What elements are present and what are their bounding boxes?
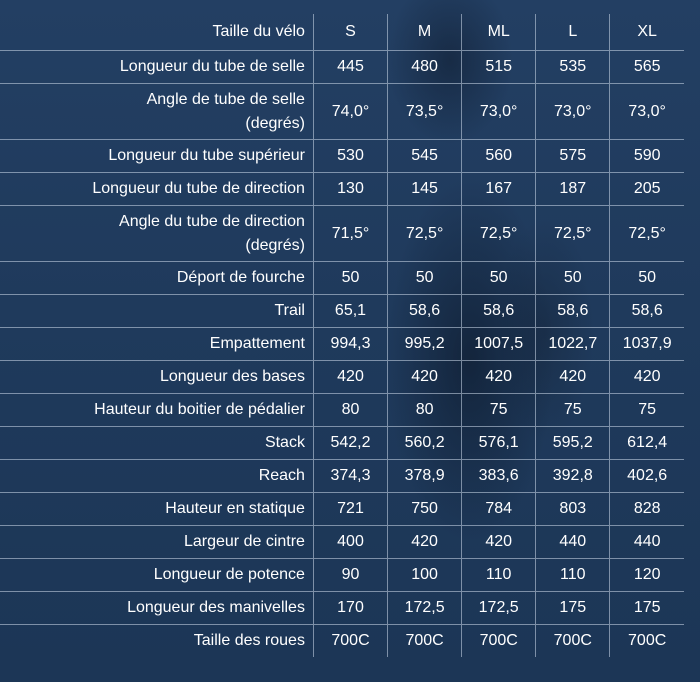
cell-value: 72,5° [610, 206, 684, 262]
cell-value: 994,3 [313, 328, 387, 361]
header-label: Taille du vélo [0, 14, 313, 51]
row-label [0, 625, 313, 658]
cell-value: 440 [536, 526, 610, 559]
geometry-table [0, 14, 684, 657]
cell-value: 75 [610, 394, 684, 427]
cell-value: 595,2 [536, 427, 610, 460]
cell-value: 50 [313, 262, 387, 295]
cell-value: 130 [313, 173, 387, 206]
cell-value: 72,5° [462, 206, 536, 262]
row-label-line: Hauteur en statique [165, 500, 305, 517]
table-row [0, 526, 684, 559]
cell-value: 542,2 [313, 427, 387, 460]
cell-value: 172,5 [462, 592, 536, 625]
row-label [0, 361, 313, 394]
cell-value: 50 [462, 262, 536, 295]
cell-value: 1022,7 [536, 328, 610, 361]
cell-value: 100 [388, 559, 462, 592]
cell-value: 400 [313, 526, 387, 559]
row-label-line: Angle du tube de direction [119, 212, 305, 230]
row-label [0, 427, 313, 460]
cell-value: 175 [610, 592, 684, 625]
cell-value: 515 [462, 51, 536, 84]
cell-value: 420 [388, 361, 462, 394]
cell-value: 420 [313, 361, 387, 394]
row-label-line: (degrés) [245, 114, 305, 132]
cell-value: 440 [610, 526, 684, 559]
cell-value: 110 [462, 559, 536, 592]
cell-value: 750 [388, 493, 462, 526]
cell-value: 58,6 [536, 295, 610, 328]
row-label [0, 592, 313, 625]
cell-value: 73,0° [536, 84, 610, 140]
cell-value: 72,5° [536, 206, 610, 262]
cell-value: 560 [462, 140, 536, 173]
cell-value: 1037,9 [610, 328, 684, 361]
table-row [0, 427, 684, 460]
table-row [0, 361, 684, 394]
size-header: L [536, 14, 610, 51]
cell-value: 612,4 [610, 427, 684, 460]
cell-value: 392,8 [536, 460, 610, 493]
row-label-line: Angle de tube de selle [146, 90, 305, 108]
cell-value: 445 [313, 51, 387, 84]
row-label [0, 526, 313, 559]
cell-value: 50 [388, 262, 462, 295]
cell-value: 50 [610, 262, 684, 295]
row-label [0, 262, 313, 295]
cell-value: 167 [462, 173, 536, 206]
cell-value: 700C [610, 625, 684, 658]
size-header: S [313, 14, 387, 51]
row-label-line: Empattement [209, 335, 305, 352]
cell-value: 90 [313, 559, 387, 592]
row-label-line: Stack [264, 434, 305, 451]
cell-value: 175 [536, 592, 610, 625]
table-row [0, 206, 684, 262]
cell-value: 120 [610, 559, 684, 592]
cell-value: 110 [536, 559, 610, 592]
cell-value: 58,6 [610, 295, 684, 328]
cell-value: 480 [388, 51, 462, 84]
row-label-line: Hauteur du boitier de pédalier [94, 401, 305, 418]
row-label [0, 460, 313, 493]
row-label [0, 493, 313, 526]
table-row [0, 262, 684, 295]
cell-value: 1007,5 [462, 328, 536, 361]
cell-value: 576,1 [462, 427, 536, 460]
cell-value: 65,1 [313, 295, 387, 328]
cell-value: 535 [536, 51, 610, 84]
table-row [0, 84, 684, 140]
cell-value: 700C [462, 625, 536, 658]
cell-value: 374,3 [313, 460, 387, 493]
cell-value: 700C [388, 625, 462, 658]
cell-value: 80 [313, 394, 387, 427]
cell-value: 803 [536, 493, 610, 526]
cell-value: 73,0° [462, 84, 536, 140]
cell-value: 700C [536, 625, 610, 658]
header-row [0, 14, 684, 51]
row-label [0, 51, 313, 84]
table-row [0, 625, 684, 658]
cell-value: 700C [313, 625, 387, 658]
row-label [0, 328, 313, 361]
row-label-line: Déport de fourche [176, 269, 305, 286]
cell-value: 71,5° [313, 206, 387, 262]
table-row [0, 493, 684, 526]
cell-value: 828 [610, 493, 684, 526]
row-label [0, 84, 313, 140]
cell-value: 420 [462, 526, 536, 559]
cell-value: 74,0° [313, 84, 387, 140]
cell-value: 575 [536, 140, 610, 173]
row-label [0, 559, 313, 592]
row-label-line: Largeur de cintre [183, 533, 305, 550]
cell-value: 565 [610, 51, 684, 84]
row-label [0, 140, 313, 173]
cell-value: 420 [462, 361, 536, 394]
cell-value: 170 [313, 592, 387, 625]
cell-value: 995,2 [388, 328, 462, 361]
table-row [0, 328, 684, 361]
row-label [0, 394, 313, 427]
cell-value: 402,6 [610, 460, 684, 493]
cell-value: 420 [388, 526, 462, 559]
table-row [0, 140, 684, 173]
row-label-line: Longueur du tube de direction [92, 180, 305, 197]
cell-value: 73,5° [388, 84, 462, 140]
cell-value: 721 [313, 493, 387, 526]
row-label [0, 295, 313, 328]
row-label-line: Longueur du tube de selle [119, 58, 305, 75]
cell-value: 530 [313, 140, 387, 173]
cell-value: 560,2 [388, 427, 462, 460]
row-label [0, 206, 313, 262]
table-row [0, 460, 684, 493]
cell-value: 145 [388, 173, 462, 206]
row-label-line: Reach [258, 467, 305, 484]
cell-value: 50 [536, 262, 610, 295]
row-label-line: (degrés) [245, 236, 305, 254]
table-row [0, 394, 684, 427]
table-row [0, 51, 684, 84]
row-label-line: Trail [274, 302, 305, 319]
row-label-line: Taille des roues [193, 632, 305, 649]
cell-value: 75 [462, 394, 536, 427]
cell-value: 58,6 [462, 295, 536, 328]
cell-value: 205 [610, 173, 684, 206]
table-row [0, 592, 684, 625]
cell-value: 172,5 [388, 592, 462, 625]
size-header: ML [462, 14, 536, 51]
cell-value: 80 [388, 394, 462, 427]
table-row [0, 173, 684, 206]
size-header: XL [610, 14, 684, 51]
cell-value: 72,5° [388, 206, 462, 262]
cell-value: 73,0° [610, 84, 684, 140]
row-label-line: Longueur du tube supérieur [108, 147, 305, 164]
cell-value: 545 [388, 140, 462, 173]
size-header: M [388, 14, 462, 51]
table-row [0, 295, 684, 328]
cell-value: 590 [610, 140, 684, 173]
row-label-line: Longueur des bases [159, 368, 305, 385]
cell-value: 187 [536, 173, 610, 206]
table-row [0, 559, 684, 592]
row-label [0, 173, 313, 206]
cell-value: 378,9 [388, 460, 462, 493]
cell-value: 75 [536, 394, 610, 427]
cell-value: 784 [462, 493, 536, 526]
cell-value: 420 [536, 361, 610, 394]
cell-value: 383,6 [462, 460, 536, 493]
row-label-line: Longueur de potence [153, 566, 305, 583]
row-label-line: Longueur des manivelles [127, 599, 305, 616]
geometry-table-body [0, 14, 684, 657]
cell-value: 58,6 [388, 295, 462, 328]
cell-value: 420 [610, 361, 684, 394]
